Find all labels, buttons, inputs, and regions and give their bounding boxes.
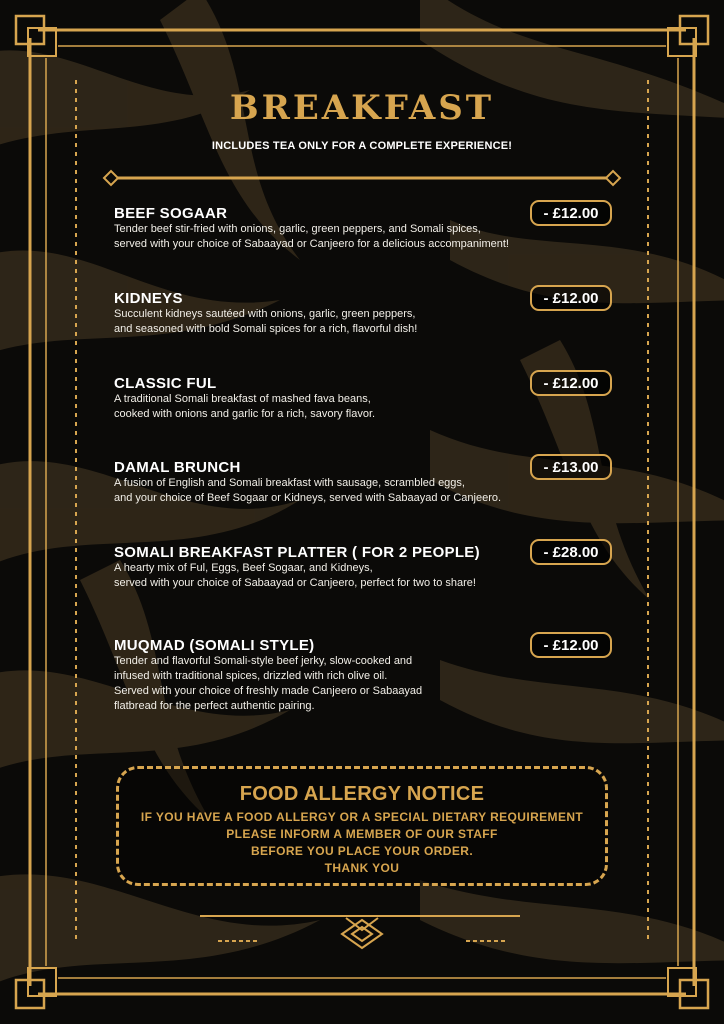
- price-badge: - £12.00: [530, 370, 612, 396]
- item-description: A traditional Somali breakfast of mashed fava beans, cooked with onions and garlic for a rich, savory flavor.: [114, 393, 376, 420]
- allergy-notice-title: FOOD ALLERGY NOTICE: [239, 783, 485, 805]
- price-badge: - £12.00: [530, 285, 612, 311]
- item-name: SOMALI BREAKFAST PLATTER ( FOR 2 PEOPLE): [114, 544, 480, 561]
- item-name: CLASSIC FUL: [114, 375, 217, 392]
- notice-line: PLEASE INFORM A MEMBER OF OUR STAFF: [226, 827, 498, 841]
- price-badge: - £12.00: [530, 200, 612, 226]
- allergy-notice-text: [119, 809, 605, 877]
- menu-subtitle: INCLUDES TEA ONLY FOR A COMPLETE EXPERIENCE!: [211, 140, 513, 152]
- notice-line: BEFORE YOU PLACE YOUR ORDER.: [250, 844, 474, 858]
- price-badge: - £13.00: [530, 454, 612, 480]
- price-badge: - £28.00: [530, 539, 612, 565]
- notice-line: IF YOU HAVE A FOOD ALLERGY OR A SPECIAL DIETARY REQUIREMENT: [140, 810, 584, 824]
- item-description: A hearty mix of Ful, Eggs, Beef Sogaar, and Kidneys, served with your choice of Sabaayad or Canjeero, perfect for two to share!: [114, 562, 476, 589]
- price-badge: - £12.00: [530, 632, 612, 658]
- menu-title: BREAKFAST: [229, 88, 495, 128]
- item-description: Succulent kidneys sautéed with onions, garlic, green peppers, and seasoned with bold Somali spices for a rich, flavorful dish!: [114, 308, 418, 335]
- item-description: Tender and flavorful Somali-style beef jerky, slow-cooked and infused with traditional spices, drizzled with rich olive oil. Served with your choice of freshly made Canjeero or Sabaayad flatbread for the perfect authentic pairing.: [114, 655, 423, 712]
- item-name: BEEF SOGAAR: [114, 205, 228, 222]
- notice-line: THANK YOU: [324, 861, 400, 875]
- item-name: DAMAL BRUNCH: [114, 459, 241, 476]
- item-name: KIDNEYS: [114, 290, 183, 307]
- item-description: A fusion of English and Somali breakfast with sausage, scrambled eggs, and your choice of Beef Sogaar or Kidneys, served with Sabaayad or Canjeero.: [114, 477, 502, 504]
- item-name: MUQMAD (SOMALI STYLE): [114, 637, 315, 654]
- item-description: Tender beef stir-fried with onions, garlic, green peppers, and Somali spices, served with your choice of Sabaayad or Canjeero for a delicious accompaniment!: [114, 223, 509, 250]
- allergy-notice-box: [116, 766, 608, 886]
